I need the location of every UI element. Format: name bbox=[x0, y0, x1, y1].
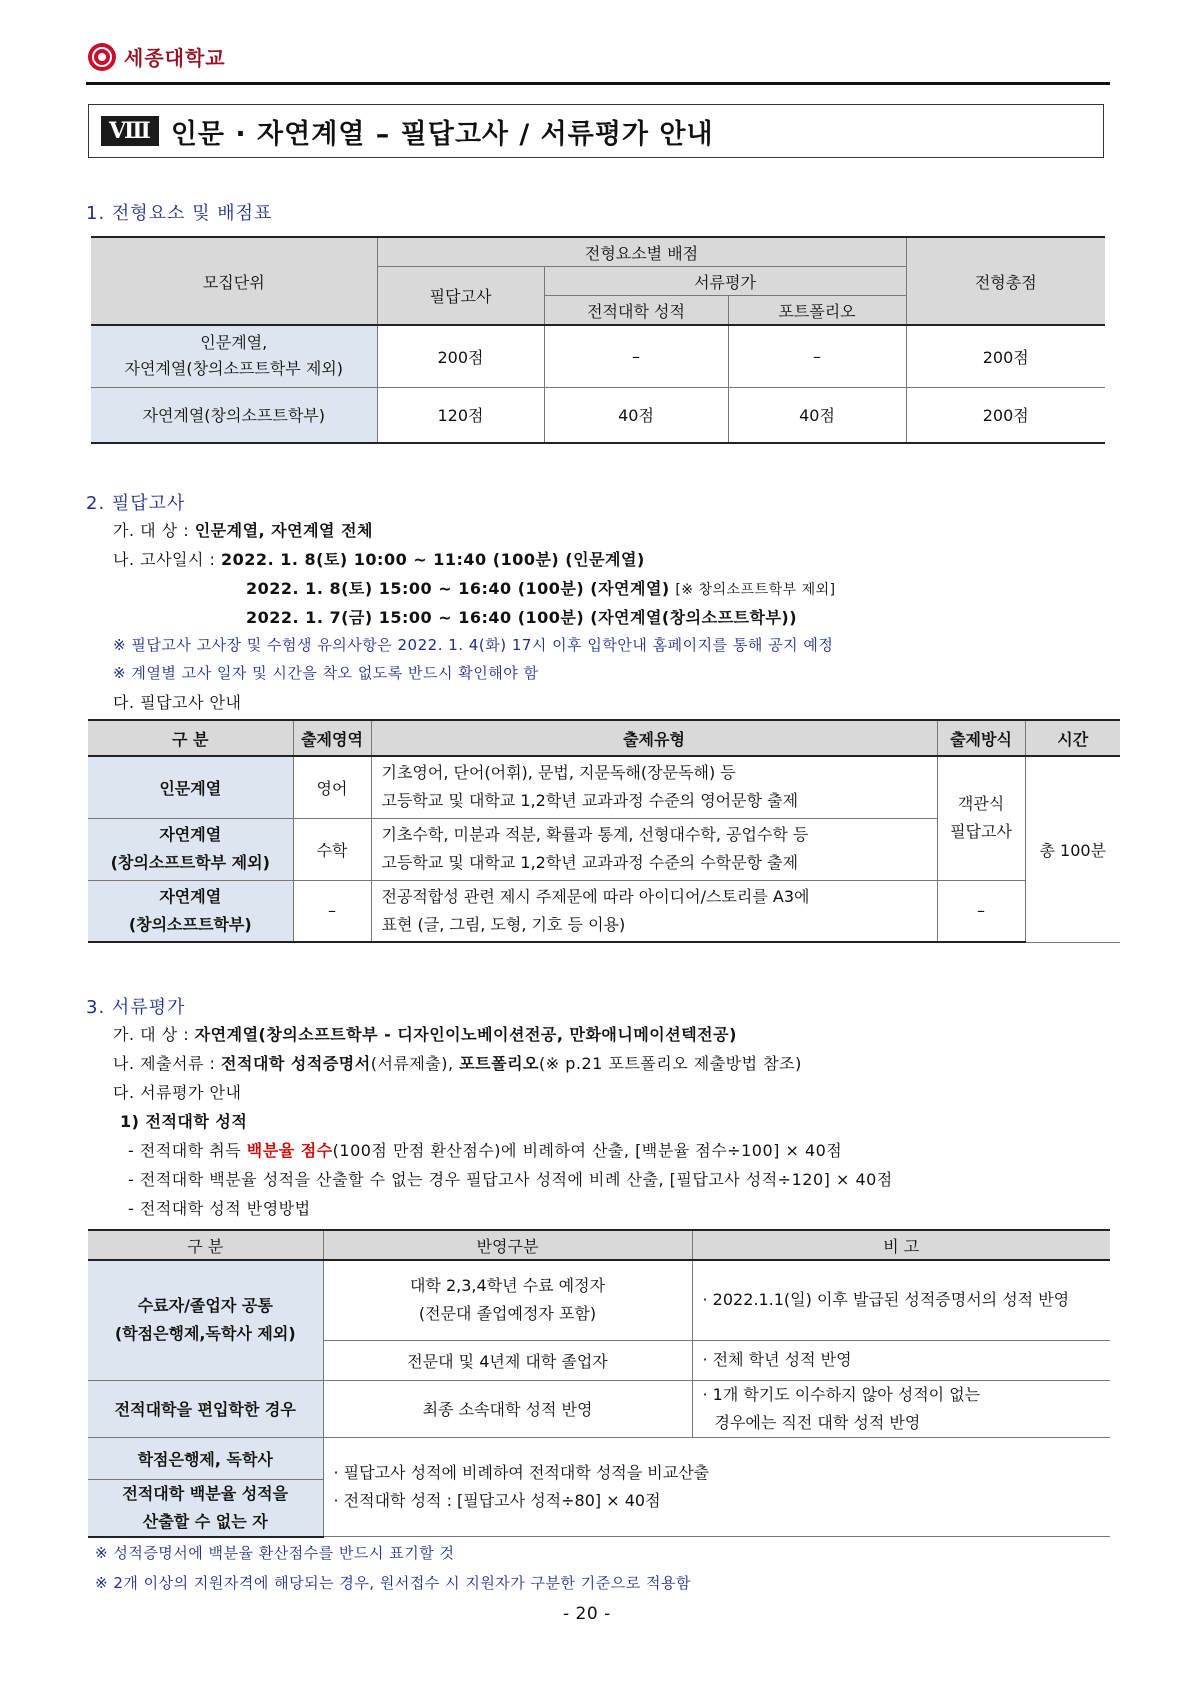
row-note-line: · 필답고사 성적에 비례하여 전적대학 성적을 비교산출 bbox=[333, 1462, 710, 1482]
row-type bbox=[371, 880, 937, 942]
header-area: 출제영역 bbox=[293, 720, 371, 756]
row-note bbox=[692, 1380, 1110, 1437]
header-doc: 서류평가 bbox=[544, 267, 906, 296]
row-area: – bbox=[293, 880, 371, 942]
bullet-line bbox=[128, 1138, 842, 1161]
row-division-line: (학점은행제,독학사 제외) bbox=[114, 1324, 296, 1344]
grade-table bbox=[88, 1229, 1110, 1538]
row-note-line: 경우에는 직전 대학 성적 반영 bbox=[714, 1412, 921, 1432]
row-total: 200점 bbox=[906, 325, 1105, 387]
row-method: – bbox=[937, 880, 1025, 942]
schedule-note: [※ 창의소프트학부 제외] bbox=[675, 582, 836, 598]
university-seal-icon bbox=[88, 43, 116, 71]
chapter-number: Ⅷ bbox=[101, 116, 159, 146]
university-header bbox=[88, 42, 226, 71]
target-line bbox=[113, 518, 373, 541]
row-prev: – bbox=[544, 325, 728, 387]
header-element-group: 전형요소별 배점 bbox=[377, 237, 906, 267]
documents-text: (※ p.21 포트폴리오 제출방법 참조) bbox=[538, 1054, 802, 1073]
row-division-line: (창의소프트학부 제외) bbox=[110, 853, 270, 872]
header-rule bbox=[86, 82, 1110, 85]
row-type-line: 기초영어, 단어(어휘), 문법, 지문독해(장문독해) 등 bbox=[381, 763, 736, 783]
row-type-line: 표현 (글, 그림, 도형, 기호 등 이용) bbox=[381, 914, 626, 934]
table-row bbox=[88, 756, 1120, 818]
row-total: 200점 bbox=[906, 387, 1105, 443]
row-unit bbox=[91, 325, 377, 387]
row-note-line: · 1개 학기도 이수하지 않아 성적이 없는 bbox=[702, 1384, 981, 1404]
row-reflect: 최종 소속대학 성적 반영 bbox=[323, 1380, 692, 1437]
chapter-title-box bbox=[88, 104, 1104, 158]
row-portfolio: – bbox=[728, 325, 906, 387]
target-label: 가. 대 상 : bbox=[113, 1025, 190, 1044]
schedule-line bbox=[246, 576, 836, 599]
schedule-item: 2022. 1. 8(토) 10:00 ~ 11:40 (100분) (인문계열) bbox=[221, 550, 645, 569]
bullet-text: (100점 만점 환산점수)에 비례하여 산출, [백분율 점수÷100] × 40점 bbox=[332, 1141, 843, 1160]
exam-table bbox=[88, 719, 1120, 943]
page-number: - 20 - bbox=[563, 1604, 611, 1624]
notice: ※ 계열별 고사 일자 및 시간을 착오 없도록 반드시 확인해야 함 bbox=[113, 664, 539, 682]
header-division: 구 분 bbox=[88, 720, 293, 756]
documents-item: 포트폴리오 bbox=[459, 1054, 539, 1073]
row-note: · 2022.1.1(일) 이후 발급된 성적증명서의 성적 반영 bbox=[692, 1260, 1110, 1340]
header-unit: 모집단위 bbox=[91, 237, 377, 325]
documents-label: 나. 제출서류 : bbox=[113, 1054, 216, 1073]
target-value: 인문계열, 자연계열 전체 bbox=[194, 521, 373, 540]
row-division bbox=[88, 1260, 323, 1380]
row-note: · 전체 학년 성적 반영 bbox=[692, 1340, 1110, 1380]
documents-text: (서류제출), bbox=[370, 1054, 460, 1073]
row-division bbox=[88, 880, 293, 942]
row-type bbox=[371, 756, 937, 818]
chapter-title: 인문 · 자연계열 – 필답고사 / 서류평가 안내 bbox=[170, 118, 714, 150]
row-time: 총 100분 bbox=[1025, 756, 1120, 942]
exam-guide-label: 다. 필답고사 안내 bbox=[113, 693, 242, 712]
header-prev-grade: 전적대학 성적 bbox=[544, 296, 728, 326]
row-note bbox=[323, 1437, 1110, 1537]
row-type bbox=[371, 818, 937, 880]
section2-heading: 2. 필답고사 bbox=[86, 493, 186, 514]
documents-item: 전적대학 성적증명서 bbox=[221, 1054, 371, 1073]
schedule-item: 2022. 1. 8(토) 15:00 ~ 16:40 (100분) (자연계열) bbox=[246, 579, 670, 598]
table-row bbox=[91, 387, 1105, 443]
table-row bbox=[88, 880, 1120, 942]
doc-guide-label: 다. 서류평가 안내 bbox=[113, 1083, 242, 1102]
bullet-line: - 전적대학 성적 반영방법 bbox=[128, 1199, 311, 1218]
schedule-item: 2022. 1. 7(금) 15:00 ~ 16:40 (100분) (자연계열(창의소프트학부)) bbox=[246, 608, 798, 627]
notice: ※ 2개 이상의 지원자격에 해당되는 경우, 원서접수 시 지원자가 구분한 기준으로 적용함 bbox=[95, 1574, 691, 1592]
row-unit: 자연계열(창의소프트학부) bbox=[91, 387, 377, 443]
row-division-line: (창의소프트학부) bbox=[128, 914, 252, 934]
row-division bbox=[88, 818, 293, 880]
notice: ※ 성적증명서에 백분율 환산점수를 반드시 표기할 것 bbox=[95, 1544, 455, 1562]
row-method-line: 필답고사 bbox=[950, 822, 1012, 842]
row-written: 120점 bbox=[377, 387, 544, 443]
header-time: 시간 bbox=[1025, 720, 1120, 756]
row-prev: 40점 bbox=[544, 387, 728, 443]
header-reflect: 반영구분 bbox=[323, 1230, 692, 1260]
header-portfolio: 포트폴리오 bbox=[728, 296, 906, 326]
row-division-line: 산출할 수 없는 자 bbox=[142, 1511, 268, 1531]
row-area: 수학 bbox=[293, 818, 371, 880]
row-type-line: 전공적합성 관련 제시 주제문에 따라 아이디어/스토리를 A3에 bbox=[381, 886, 810, 906]
header-type: 출제유형 bbox=[371, 720, 937, 756]
row-method-line: 객관식 bbox=[957, 794, 1005, 814]
header-written: 필답고사 bbox=[377, 267, 544, 326]
target-label: 가. 대 상 : bbox=[113, 521, 190, 540]
row-division-line: 자연계열 bbox=[159, 886, 222, 906]
bullet-text: - 전적대학 취득 bbox=[128, 1141, 247, 1160]
table-row bbox=[88, 1437, 1110, 1479]
row-division: 인문계열 bbox=[88, 756, 293, 818]
section1-heading: 1. 전형요소 및 배점표 bbox=[86, 203, 273, 224]
table-row bbox=[88, 1380, 1110, 1437]
row-division-line: 자연계열 bbox=[159, 825, 222, 844]
row-note-line: · 전적대학 성적 : [필답고사 성적÷80] × 40점 bbox=[333, 1490, 661, 1510]
row-type-line: 고등학교 및 대학교 1,2학년 교과과정 수준의 수학문항 출제 bbox=[381, 853, 799, 872]
target-value: 자연계열(창의소프트학부 - 디자인이노베이션전공, 만화애니메이션텍전공) bbox=[194, 1025, 737, 1044]
row-unit-line: 자연계열(창의소프트학부 제외) bbox=[124, 359, 343, 379]
row-division-line: 전적대학 백분율 성적을 bbox=[122, 1483, 289, 1503]
bullet-line: - 전적대학 백분율 성적을 산출할 수 없는 경우 필답고사 성적에 비례 산출, [필답고사 성적÷120] × 40점 bbox=[128, 1170, 893, 1189]
university-name: 세종대학교 bbox=[124, 46, 226, 70]
row-portfolio: 40점 bbox=[728, 387, 906, 443]
row-type-line: 기초수학, 미분과 적분, 확률과 통계, 선형대수학, 공업수학 등 bbox=[381, 825, 809, 844]
header-method: 출제방식 bbox=[937, 720, 1025, 756]
row-reflect: 전문대 및 4년제 대학 졸업자 bbox=[323, 1340, 692, 1380]
row-division: 전적대학을 편입학한 경우 bbox=[88, 1380, 323, 1437]
row-method bbox=[937, 756, 1025, 880]
row-division bbox=[88, 1479, 323, 1537]
row-reflect-line: 대학 2,3,4학년 수료 예정자 bbox=[409, 1276, 606, 1296]
row-reflect bbox=[323, 1260, 692, 1340]
header-note: 비 고 bbox=[692, 1230, 1110, 1260]
schedule-line bbox=[113, 547, 645, 570]
sub-heading: 1) 전적대학 성적 bbox=[120, 1112, 248, 1131]
schedule-label: 나. 고사일시 : bbox=[113, 550, 216, 569]
header-total: 전형총점 bbox=[906, 237, 1105, 325]
row-area: 영어 bbox=[293, 756, 371, 818]
score-table bbox=[91, 236, 1105, 444]
bullet-highlight: 백분율 점수 bbox=[246, 1141, 333, 1160]
header-division: 구 분 bbox=[88, 1230, 323, 1260]
row-reflect-line: (전문대 졸업예정자 포함) bbox=[418, 1304, 597, 1324]
documents-line bbox=[113, 1051, 802, 1074]
notice: ※ 필답고사 고사장 및 수험생 유의사항은 2022. 1. 4(화) 17시 이후 입학안내 홈페이지를 통해 공지 예정 bbox=[113, 636, 834, 654]
row-unit-line: 인문계열, bbox=[200, 333, 268, 353]
section3-heading: 3. 서류평가 bbox=[86, 997, 186, 1018]
target-line bbox=[113, 1022, 737, 1045]
row-written: 200점 bbox=[377, 325, 544, 387]
row-division-line: 수료자/졸업자 공통 bbox=[137, 1296, 273, 1316]
table-row bbox=[88, 1260, 1110, 1340]
row-type-line: 고등학교 및 대학교 1,2학년 교과과정 수준의 영어문항 출제 bbox=[381, 791, 799, 811]
table-row bbox=[91, 325, 1105, 387]
row-division: 학점은행제, 독학사 bbox=[88, 1437, 323, 1479]
